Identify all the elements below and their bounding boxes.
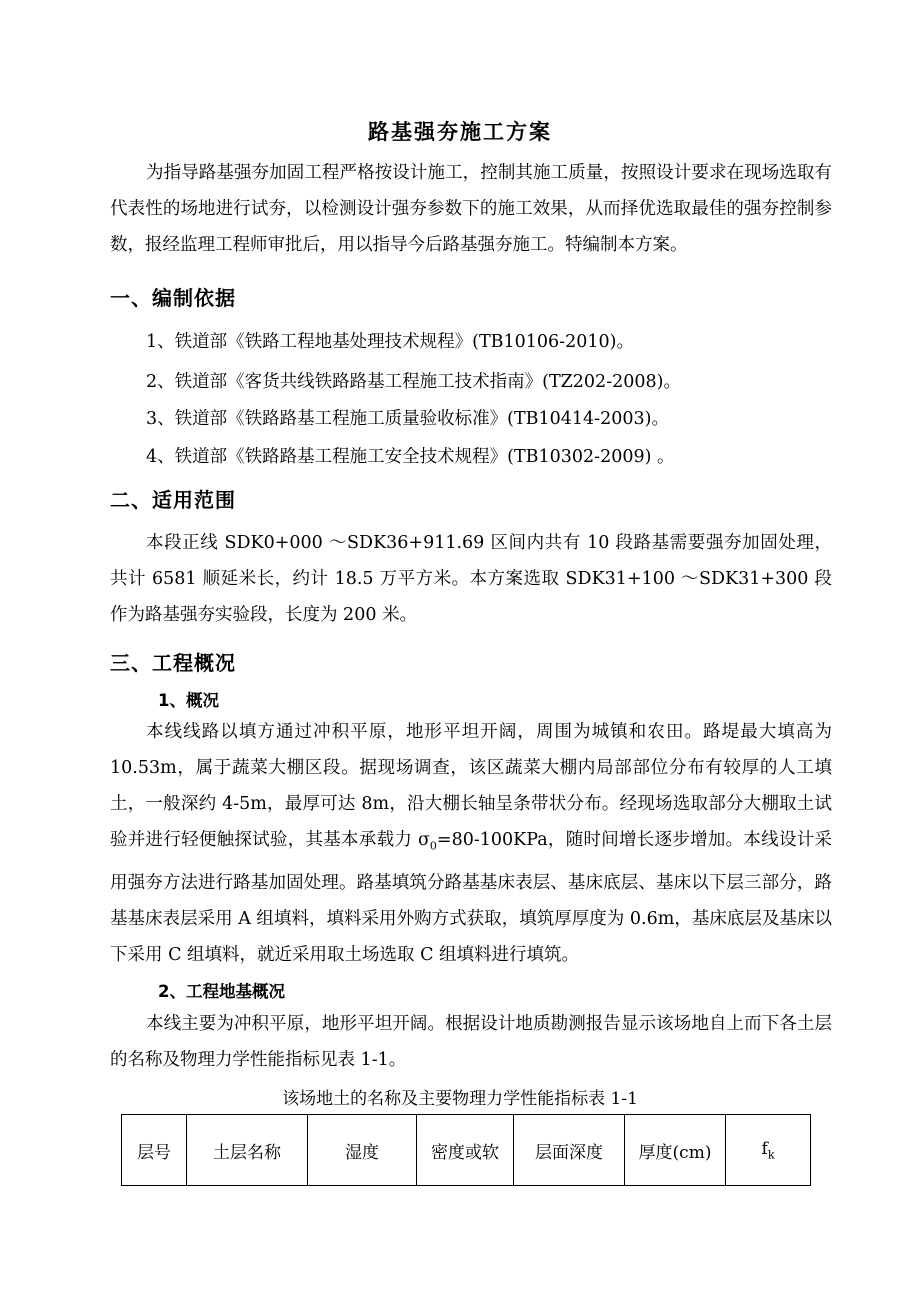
table-caption: 该场地土的名称及主要物理力学性能指标表 1-1 [282,1089,638,1109]
fk-label: f [761,1138,768,1159]
header-thickness: 厚度(cm) [625,1115,726,1186]
foundation-paragraph: 本线主要为冲积平原，地形平坦开阔。根据设计地质勘测报告显示该场地自上而下各土层的名称及物理力学性能指标见表 1-1。 [110,1014,832,1070]
reference-item: 2、铁道部《客货共线铁路路基工程施工技术指南》(TZ202-2008)。 [146,372,681,392]
overview-text-part1: 本线线路以填方通过冲积平原，地形平坦开阔，周围为城镇和农田。路堤最大填高为 10.53m，属于蔬菜大棚区段。据现场调查，该区蔬菜大棚内局部部位分布有较厚的人工填土，一般深约 4-5m，最厚可达 8m，沿大棚长轴呈条带状分布。经现场选取部分大棚取土试验并进行轻便触探试验，其基本承载力 σ [110,722,832,850]
sigma-subscript: 0 [429,839,437,853]
soil-properties-table [121,1114,811,1186]
reference-item: 3、铁道部《铁路路基工程施工质量验收标准》(TB10414-2003)。 [146,409,669,429]
subsection-heading-foundation: 2、工程地基概况 [158,982,285,1001]
fk-subscript: k [767,1148,775,1162]
table-header-row [122,1115,811,1186]
header-humidity: 湿度 [308,1115,417,1186]
subsection-heading-overview: 1、概况 [158,691,219,710]
section-heading-scope: 二、适用范围 [110,488,236,512]
page-title: 路基强夯施工方案 [368,120,552,144]
section-heading-overview: 三、工程概况 [110,651,236,675]
header-layer-no: 层号 [122,1115,187,1186]
scope-paragraph: 本段正线 SDK0+000 ～SDK36+911.69 区间内共有 10 段路基需要强夯加固处理，共计 6581 顺延米长，约计 18.5 万平方米。本方案选取 SDK31+100 ～SDK31+300 段作为路基强夯实验段，长度为 200 米。 [110,533,832,625]
header-density: 密度或软 [417,1115,514,1186]
intro-paragraph: 为指导路基强夯加固工程严格按设计施工，控制其施工质量，按照设计要求在现场选取有代表性的场地进行试夯，以检测设计强夯参数下的施工效果，从而择优选取最佳的强夯控制参数，报经监理工程师审批后，用以指导今后路基强夯施工。特编制本方案。 [110,163,832,255]
overview-paragraph [110,714,832,973]
section-heading-basis: 一、编制依据 [110,286,236,310]
header-fk [726,1115,811,1186]
overview-text-part2: =80-100KPa，随时间增长逐步增加。本线设计采用强夯方法进行路基加固处理。路基填筑分路基基床表层、基床底层、基床以下层三部分，路基基床表层采用 A 组填料，填料采用外购方式获取，填筑厚厚度为 0.6m，基床底层及基床以下采用 C 组填料，就近采用取土场选取 C 组填料进行填筑。 [110,830,832,965]
header-soil-name: 土层名称 [187,1115,308,1186]
reference-item: 4、铁道部《铁路路基工程施工安全技术规程》(TB10302-2009) 。 [146,447,675,467]
header-layer-depth: 层面深度 [514,1115,625,1186]
reference-item: 1、铁道部《铁路工程地基处理技术规程》(TB10106-2010)。 [146,332,634,352]
